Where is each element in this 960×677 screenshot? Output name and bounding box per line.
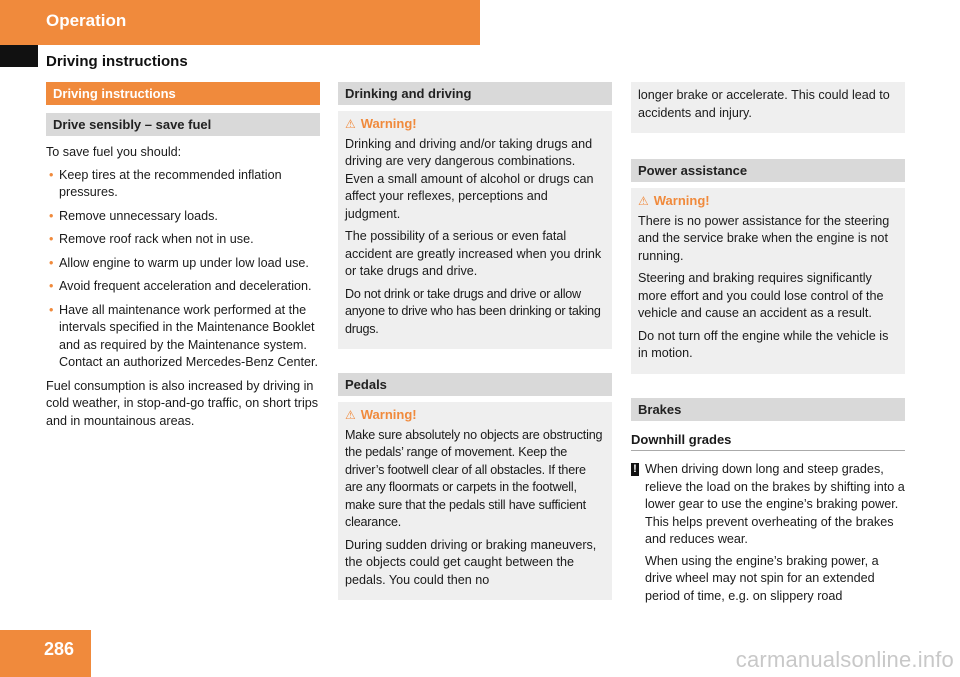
warning-label: Warning!	[653, 193, 710, 208]
warning-paragraph: Drinking and driving and/or taking drugs and driving are very dangerous combinations. Even a small amount of alcohol or drugs can affect your reflexes, perceptions and judgment.	[345, 136, 594, 221]
page-number-box	[0, 630, 91, 677]
warning-paragraph: Do not drink or take drugs and drive or allow anyone to drive who has been drinking or taking drugs.	[345, 286, 601, 336]
warning-paragraph: Steering and braking requires significantly more effort and you could lose control of the vehicle and cause an accident as a result.	[638, 271, 884, 320]
fuel-tips-list	[46, 167, 320, 372]
subheading-downhill-grades: Downhill grades	[631, 431, 905, 452]
warning-box-pedals	[338, 402, 612, 600]
column-3	[631, 82, 905, 609]
warning-paragraph: During sudden driving or braking maneuvers, the objects could get caught between the pedals. You could then no	[345, 537, 597, 587]
column-1	[46, 82, 320, 435]
exclamation-icon: !	[631, 463, 639, 476]
header-band	[0, 0, 480, 45]
warning-paragraph: There is no power assistance for the steering and the service brake when the engine is not running.	[638, 213, 890, 263]
warning-label: Warning!	[360, 116, 417, 131]
continued-warning-box	[631, 82, 905, 133]
warning-heading	[638, 192, 898, 211]
warning-paragraph: The possibility of a serious or even fatal accident are greatly increased when you drink or take drugs and drive.	[345, 229, 602, 278]
warning-heading	[345, 115, 605, 134]
warning-heading	[345, 406, 605, 425]
section-bar-brakes: Brakes	[631, 398, 905, 421]
list-item: • Keep tires at the recommended inflation pressures.	[46, 167, 320, 202]
intro-text: To save fuel you should:	[46, 145, 182, 159]
warning-box-power	[631, 188, 905, 374]
note-paragraph: When using the engine’s braking power, a drive wheel may not spin for an extended period of time, e.g. on slippery road	[645, 553, 879, 603]
note-block	[631, 461, 905, 605]
closing-paragraph: Fuel consumption is also increased by driving in cold weather, in stop-and-go traffic, on short trips and in mountainous areas.	[46, 378, 319, 428]
warning-triangle-icon: ⚠	[345, 408, 356, 422]
warning-triangle-icon: ⚠	[345, 117, 356, 131]
list-item: • Remove roof rack when not in use.	[46, 231, 320, 249]
section-bar-pedals: Pedals	[338, 373, 612, 396]
page-subtitle: Driving instructions	[46, 53, 188, 70]
warning-paragraph: Do not turn off the engine while the vehicle is in motion.	[638, 328, 889, 360]
section-bar-power-assistance: Power assistance	[631, 159, 905, 182]
continued-paragraph: longer brake or accelerate. This could lead to accidents and injury.	[638, 88, 890, 120]
section-title: Operation	[46, 11, 127, 30]
sub-bar-save-fuel: Drive sensibly – save fuel	[46, 113, 320, 136]
list-item: • Avoid frequent acceleration and deceleration.	[46, 278, 320, 296]
list-item: • Have all maintenance work performed at the intervals specified in the Maintenance Booklet and as required by the Maintenance system. Contact an authorized Mercedes-Benz Center.	[46, 302, 320, 372]
warning-label: Warning!	[360, 407, 417, 422]
section-bar-driving-instructions: Driving instructions	[46, 82, 320, 105]
warning-triangle-icon: ⚠	[638, 194, 649, 208]
warning-box-drinking	[338, 111, 612, 349]
section-bar-drinking: Drinking and driving	[338, 82, 612, 105]
page-number: 286	[44, 639, 75, 659]
list-item: • Allow engine to warm up under low load use.	[46, 255, 320, 273]
watermark: carmanualsonline.info	[735, 647, 954, 672]
note-paragraph: When driving down long and steep grades, relieve the load on the brakes by shifting into a lower gear to use the engine’s braking power. This helps prevent overheating of the brakes and reduces wear.	[645, 462, 905, 546]
header-tab-marker	[0, 45, 38, 67]
list-item: • Remove unnecessary loads.	[46, 208, 320, 226]
column-2	[338, 82, 612, 600]
warning-paragraph: Make sure absolutely no objects are obstructing the pedals’ range of movement. Keep the driver’s footwell clear of all obstacles. If there are any floormats or carpets in the footwell, make sure that the pedals still have sufficient clearance.	[345, 427, 603, 529]
